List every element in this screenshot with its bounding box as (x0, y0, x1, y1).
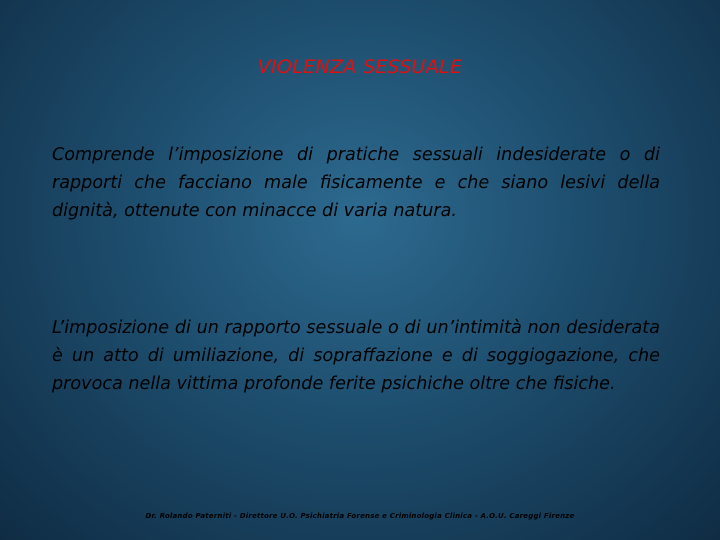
paragraph-description: L’imposizione di un rapporto sessuale o di un’intimità non desiderata è un atto di umiliazione, di sopraffazione e di soggiogazione, che provoca nella vittima profonde ferite psichiche oltre che fisiche. (52, 318, 660, 394)
paragraph-definition: Comprende l’imposizione di pratiche sessuali indesiderate o di rapporti che facciano male fisicamente e che siano lesivi della dignità, ottenute con minacce di varia natura. (52, 145, 660, 221)
slide-footer: Dr. Rolando Paterniti - Direttore U.O. Psichiatria Forense e Criminologia Clinica - A.O.U. Careggi Firenze (145, 512, 575, 520)
slide-title: VIOLENZA SESSUALE (257, 56, 463, 78)
